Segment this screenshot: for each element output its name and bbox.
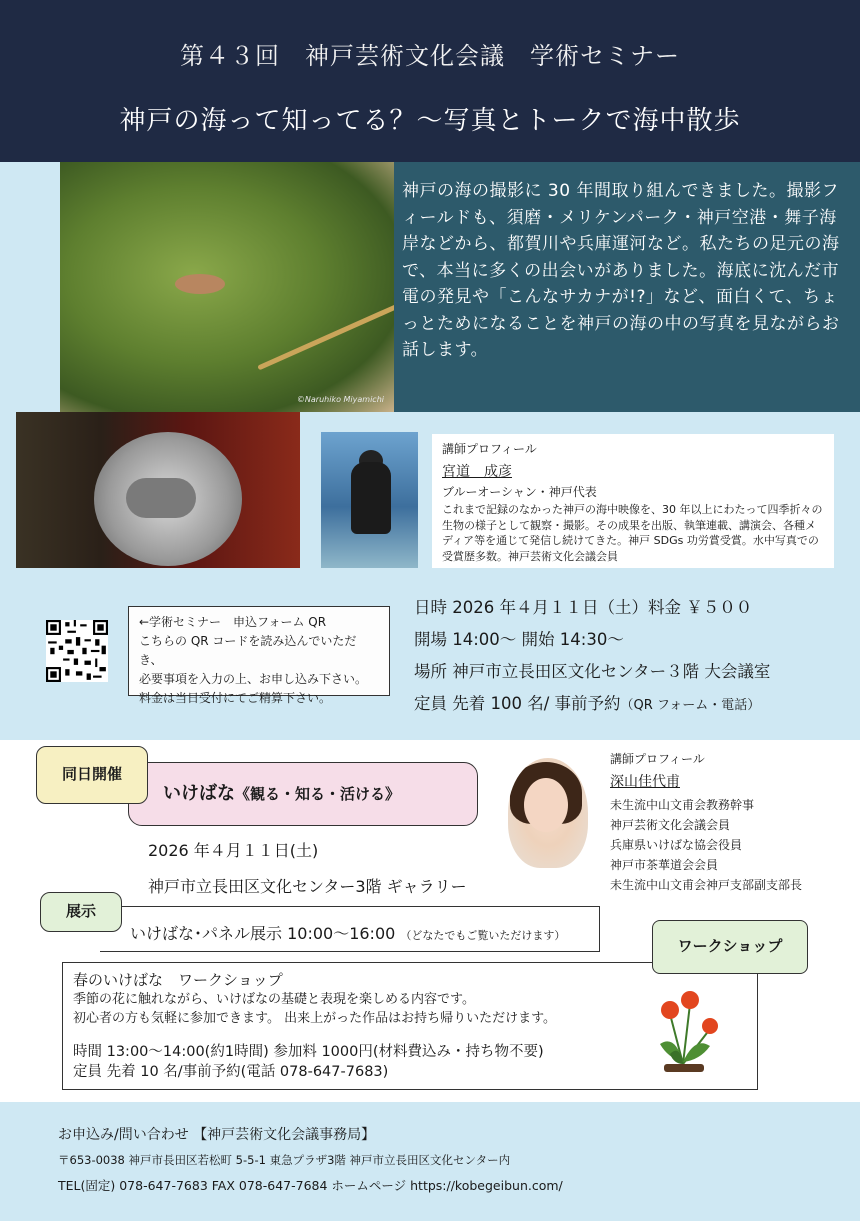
qr-code-icon[interactable]	[46, 620, 108, 682]
event-details	[414, 592, 854, 722]
event-place: 場所 神戸市立長田区文化センター３階 大会議室	[414, 662, 771, 681]
lecturer2-title: 未生流中山文甫会神戸支部副支部長	[610, 878, 803, 892]
lecturer-role: ブルーオーシャン・神戸代表	[442, 485, 597, 499]
ikebana-title	[128, 762, 478, 826]
event-time: 開場 14:00～ 開始 14:30～	[414, 630, 624, 649]
can-tab	[126, 478, 196, 518]
qr-note-line: ←学術セミナー 申込フォーム QR	[139, 615, 327, 629]
lecturer2-title: 兵庫県いけばな協会役員	[610, 838, 743, 852]
seminar-subtitle: 第４３回 神戸芸術文化会議 学術セミナー	[180, 42, 680, 70]
sunken-can-photo	[16, 412, 300, 568]
workshop-time: 時間 13:00～14:00(約1時間) 参加料 1000円(材料費込み・持ち物不要)	[73, 1044, 544, 1060]
workshop-title: 春のいけばな ワークショップ	[73, 971, 283, 989]
profile2-label: 講師プロフィール	[610, 752, 705, 766]
workshop-tag: ワークショップ	[652, 920, 808, 974]
ikebana-place: 神戸市立長田区文化センター3階 ギャラリー	[148, 877, 467, 896]
event-capacity-row	[414, 688, 854, 722]
ikebana-title-main: いけばな	[163, 783, 235, 804]
workshop-capacity: 定員 先着 10 名/事前予約(電話 078-647-7683)	[73, 1064, 389, 1080]
fish-shape	[175, 274, 225, 294]
exhibit-info	[100, 906, 600, 952]
qr-note-line: 必要事項を入力の上、お申し込み下さい。	[139, 672, 368, 686]
portrait-face	[524, 778, 568, 832]
qr-instructions	[128, 606, 390, 705]
lecturer2-portrait	[508, 758, 588, 868]
contact-tel: TEL(固定) 078-647-7683 FAX 078-647-7684 ホームページ https://kobegeibun.com/	[58, 1178, 563, 1193]
lecturer-name: 宮道 成彦	[442, 464, 512, 480]
qr-note-line: こちらの QR コードを読み込んでいただき、	[139, 634, 357, 667]
lecturer2-name: 深山佳代甫	[610, 774, 680, 790]
lecturer2-title: 神戸市茶華道会会員	[610, 858, 719, 872]
photo-credit: ©Naruhiko Miyamichi	[296, 395, 384, 404]
event-date: 日時 2026 年４月１１日（土）料金 ￥５００	[414, 598, 753, 617]
ikebana-flower-icon	[640, 984, 726, 1076]
diver-body	[351, 462, 391, 534]
workshop-desc: 季節の花に触れながら、いけばなの基礎と表現を楽しめる内容です。	[73, 992, 475, 1007]
workshop-desc: 初心者の方も気軽に参加できます。 出来上がった作品はお持ち帰りいただけます。	[73, 1011, 557, 1026]
qr-note-line: 料金は当日受付にてご精算下さい。	[139, 691, 332, 705]
intro-text: 神戸の海の撮影に 30 年間取り組んできました。撮影フィールドも、須磨・メリケンパーク・神戸空港・舞子海岸などから、都賀川や兵庫運河など。私たちの足元の海で、本当に多くの出会いがありました。海底に沈んだ市電の発見や「こんなサカナが!?」など、面白くて、ちょっとためになることを神戸の海の中の写真を見ながらお話します。	[402, 181, 840, 360]
ikebana-title-sub: 《観る・知る・活ける》	[235, 785, 401, 803]
header-banner	[0, 0, 860, 162]
contact-address: 〒653-0038 神戸市長田区若松町 5-5-1 東急プラザ3階 神戸市立長田区文化センター内	[58, 1153, 511, 1167]
ikebana-date: 2026 年４月１１日(土)	[148, 841, 319, 860]
pipefish-shape	[257, 289, 394, 371]
lecturer2-title: 未生流中山文甫会教務幹事	[610, 798, 755, 812]
profile-label: 講師プロフィール	[442, 442, 537, 456]
exhibit-note: （どなたでもご覧いただけます）	[400, 929, 566, 942]
lecturer-bio: これまで記録のなかった神戸の海中映像を、30 年以上にわたって四季折々の生物の様子として観察・撮影。その成果を出版、執筆連載、講演会、各種メディア等を通じて発信し続けてきた。神戸 SDGs 功労賞受賞。水中写真での受賞歴多数。神戸芸術文化会議会員	[442, 503, 823, 563]
same-day-tag: 同日開催	[36, 746, 148, 804]
lecturer-profile	[432, 434, 834, 568]
seminar-title: 神戸の海って知ってる？～写真とトークで海中散歩	[119, 106, 741, 136]
event-capacity: 定員 先着 100 名/ 事前予約	[414, 694, 621, 713]
exhibit-tag: 展示	[40, 892, 122, 932]
diver-photo	[321, 432, 418, 568]
seaweed-photo	[60, 162, 394, 412]
lecturer2-title: 神戸芸術文化会議会員	[610, 818, 731, 832]
exhibit-text: いけばな･パネル展示 10:00～16:00	[130, 924, 396, 943]
event-capacity-note: （QR フォーム・電話）	[620, 698, 761, 713]
lecturer2-profile	[610, 750, 850, 895]
contact-heading: お申込み/問い合わせ 【神戸芸術文化会議事務局】	[58, 1127, 376, 1143]
contact-footer	[0, 1102, 860, 1221]
